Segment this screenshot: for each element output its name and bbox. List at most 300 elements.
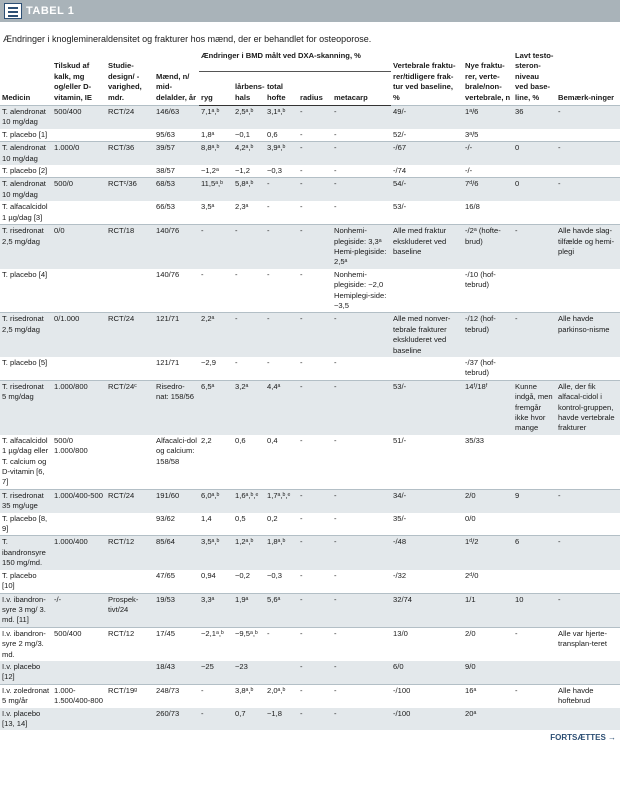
table-cell: -/-: [52, 593, 106, 627]
table-cell: -: [300, 269, 303, 279]
table-cell: 1.000/400: [52, 536, 106, 570]
table-cell: T. alendronat 10 mg/dag: [0, 142, 52, 165]
table-cell: 248/73: [154, 684, 199, 707]
table-cell: -: [267, 269, 270, 279]
table-cell: -: [235, 357, 238, 367]
table-cell: [106, 129, 154, 142]
table-row: [0, 570, 620, 593]
table-cell: 6/0: [393, 661, 404, 671]
table-cell: 36: [513, 106, 556, 129]
table-cell: T. risedronat 2,5 mg/dag: [0, 313, 52, 357]
table-cell: 66/53: [156, 202, 176, 212]
table-cell: -: [265, 627, 298, 661]
table-cell: -: [298, 225, 332, 269]
table-cell: T. placebo [2]: [2, 166, 48, 176]
table-cell: 3ᵃ/5: [465, 129, 479, 139]
table-cell: I.v. placebo [12]: [2, 661, 41, 682]
table-cell: T. placebo [8, 9]: [2, 513, 48, 534]
table-cell: 1.000-1.500/400-800: [52, 684, 106, 707]
table-cell: I.v. ibandron-syre 3 mg/ 3. md. [11]: [0, 593, 52, 627]
table-cell: T. placebo [1]: [2, 129, 48, 139]
table-cell: Nonhemi-plegiside: −2,0 Hemiplegi-side: −3,5: [334, 269, 387, 310]
table-cell: -/12 (hof-tebrud): [463, 313, 513, 357]
table-cell: [513, 570, 556, 593]
col-vertebrale: Vertebrale fraktu-rer/tidligere frak-tur ved baseline, %: [393, 61, 456, 102]
table-cell: -: [300, 435, 303, 445]
table-cell: 47/65: [156, 570, 176, 580]
table-cell: 39/57: [154, 142, 199, 165]
table-cell: -/37 (hof-tebrud): [465, 357, 496, 378]
table-cell: 49/-: [391, 106, 463, 129]
table-cell: [556, 570, 620, 593]
col-metacarp: metacarp: [332, 71, 391, 106]
table-cell: 0: [513, 142, 556, 165]
table-cell: -: [265, 225, 298, 269]
table-cell: 2,2: [201, 435, 212, 445]
col-bmd-group: Ændringer i BMD målt ved DXA-skanning, %: [199, 48, 391, 71]
table-cell: -: [298, 106, 332, 129]
table-cell: 54/-: [391, 178, 463, 201]
table-cell: [513, 661, 556, 684]
table-cell: -: [556, 106, 620, 129]
table-cell: [556, 708, 620, 731]
table-cell: [513, 129, 556, 142]
table-cell: 19/53: [154, 593, 199, 627]
table-cell: -/100: [393, 708, 411, 718]
table-cell: -: [334, 357, 337, 367]
table-cell: 3,9ᵃ,ᵇ: [265, 142, 298, 165]
table-row: [0, 684, 620, 707]
table-cell: -: [265, 178, 298, 201]
table-cell: -: [332, 142, 391, 165]
table-cell: [513, 165, 556, 178]
table-cell: -: [298, 627, 332, 661]
table-cell: -: [300, 708, 303, 718]
table-cell: 2/0: [463, 489, 513, 512]
table-cell: -/32: [393, 570, 407, 580]
table-cell: −23: [235, 661, 248, 671]
table-cell: 18/43: [156, 661, 176, 671]
table-title: TABEL 1: [26, 5, 75, 17]
col-nye-frakturer: Nye fraktu-rer, verte-brale/non-vertebrale, n: [465, 61, 511, 102]
table-cell: 191/60: [154, 489, 199, 512]
table-cell: 32/74: [391, 593, 463, 627]
table-cell: T. placebo [5]: [2, 357, 48, 367]
table-cell: 3,8ᵃ,ᵇ: [233, 684, 265, 707]
table-cell: RCT/24: [106, 313, 154, 357]
table-cell: 121/71: [156, 357, 180, 367]
table-cell: 16/8: [465, 202, 480, 212]
table-cell: [106, 570, 154, 593]
table-cell: 1,6ᵃ,ᵇ,ᵉ: [233, 489, 265, 512]
table-row: [0, 536, 620, 570]
table-cell: -: [332, 380, 391, 435]
table-cell: 0,5: [235, 513, 246, 523]
col-tilskud: Tilskud af kalk, mg og/eller D-vitamin, IE: [54, 61, 92, 102]
table-cell: Nonhemi-plegiside: 3,3ᵃ Hemi-plegiside: 2,5ᵃ: [332, 225, 391, 269]
table-cell: 17/45: [154, 627, 199, 661]
table-cell: -: [298, 178, 332, 201]
table-cell: Alle havde parkinso-nisme: [556, 313, 620, 357]
table-cell: [52, 129, 106, 142]
table-cell: 1,8ᵃ,ᵇ: [265, 536, 298, 570]
table-row: [0, 313, 620, 357]
table-cell: 0,4: [267, 435, 278, 445]
table-cell: 34/-: [391, 489, 463, 512]
table-cell: [52, 708, 106, 731]
table-cell: -: [332, 106, 391, 129]
table-cell: −2,1ᵃ,ᵇ: [199, 627, 233, 661]
table-cell: −0,3: [267, 570, 282, 580]
table-cell: -: [298, 536, 332, 570]
table-cell: T. alfacalcidol 1 µg/dag [3]: [2, 202, 48, 222]
table-cell: -: [332, 489, 391, 512]
col-ryg: ryg: [199, 71, 233, 106]
table-cell: -: [332, 684, 391, 707]
table-cell: [556, 435, 620, 490]
table-row: [0, 357, 620, 380]
table-cell: Prospek-tivt/24: [106, 593, 154, 627]
table-cell: [556, 129, 620, 142]
table-cell: 1.000/400-500: [52, 489, 106, 512]
table-cell: [556, 165, 620, 178]
table-cell: [513, 513, 556, 536]
table-cell: -: [513, 313, 556, 357]
table-cell: T. risedronat 35 mg/uge: [0, 489, 52, 512]
table-cell: I.v. placebo [13, 14]: [2, 708, 41, 728]
table-cell: Alle, der fik alfacal-cidol i kontrol-gruppen, havde vertebrale frakturer: [556, 380, 620, 435]
table-cell: −0,1: [235, 129, 250, 139]
table-cell: −9,5ᵃ,ᵇ: [233, 627, 265, 661]
table-cell: -: [556, 489, 620, 512]
table-cell: -: [332, 627, 391, 661]
table-cell: 0,2: [267, 513, 278, 523]
table-cell: 13/0: [391, 627, 463, 661]
table-cell: 10: [513, 593, 556, 627]
col-radius: radius: [298, 71, 332, 106]
table-cell: Alle med nonver-tebrale frakturer ekskluderet ved baseline: [391, 313, 463, 357]
table-cell: -: [199, 684, 233, 707]
table-cell: -/67: [391, 142, 463, 165]
table-cell: [513, 435, 556, 490]
table-cell: 0: [513, 178, 556, 201]
table-cell: Alle havde slag-tilfælde og hemi-plegi: [556, 225, 620, 269]
table-cell: [513, 357, 556, 380]
table-row: [0, 627, 620, 661]
table-cell: 1ᵈ/2: [463, 536, 513, 570]
table-cell: [52, 661, 106, 684]
table-cell: -: [298, 380, 332, 435]
table-cell: 3,2ᵃ: [233, 380, 265, 435]
table-cell: 0,6: [267, 129, 278, 139]
table-cell: -/74: [393, 166, 407, 176]
table-cell: −1,2ᵃ: [201, 166, 219, 176]
table-cell: 121/71: [154, 313, 199, 357]
table-cell: 500/400: [52, 627, 106, 661]
table-cell: −1,2: [235, 166, 250, 176]
table-cell: -: [332, 178, 391, 201]
table-cell: −0,2: [235, 570, 250, 580]
table-cell: [106, 513, 154, 536]
table-cell: 0/0: [465, 513, 476, 523]
table-cell: RCT/12: [106, 536, 154, 570]
table-cell: 38/57: [156, 166, 176, 176]
table-cell: 11,5ᵃ,ᵇ: [199, 178, 233, 201]
table-cell: [106, 269, 154, 313]
table-cell: -: [233, 313, 265, 357]
table-cell: 35/-: [393, 513, 407, 523]
table-cell: -: [513, 225, 556, 269]
table-cell: -: [233, 225, 265, 269]
table-cell: 1.000/800: [52, 380, 106, 435]
table-cell: -/100: [391, 684, 463, 707]
table-cell: [513, 201, 556, 224]
table-cell: 95/63: [156, 129, 176, 139]
table-row: [0, 380, 620, 435]
table-cell: -: [201, 269, 204, 279]
table-icon: [4, 3, 22, 19]
table-cell: RCT/12: [106, 627, 154, 661]
table-cell: RCT/36: [106, 142, 154, 165]
table-row: [0, 225, 620, 269]
table-cell: 2/0: [463, 627, 513, 661]
table-cell: -: [556, 178, 620, 201]
table-row: [0, 165, 620, 178]
table-cell: 146/63: [154, 106, 199, 129]
table-cell: 4,4ᵃ: [265, 380, 298, 435]
table-cell: 35/33: [465, 435, 485, 445]
table-cell: 2,2ᵃ: [199, 313, 233, 357]
table-row: [0, 708, 620, 731]
table-cell: -/10 (hof-tebrud): [465, 269, 496, 290]
continue-label[interactable]: FORTSÆTTES →: [550, 733, 616, 743]
table-cell: Risedro-nat: 158/56: [154, 380, 199, 435]
table-row: [0, 513, 620, 536]
table-cell: 5,6ᵃ: [265, 593, 298, 627]
table-cell: 1ᵃ/6: [463, 106, 513, 129]
table-cell: -: [300, 661, 303, 671]
table-cell: 4,2ᵃ,ᵇ: [233, 142, 265, 165]
table-row: [0, 129, 620, 142]
table-cell: -: [300, 129, 303, 139]
table-cell: 1.000/0: [52, 142, 106, 165]
table-cell: 14ᶠ/18ᶠ: [463, 380, 513, 435]
table-cell: -: [199, 225, 233, 269]
table-cell: 2ᵈ/0: [465, 570, 479, 580]
table-cell: [52, 570, 106, 593]
table-cell: -: [300, 570, 303, 580]
table-cell: Alle havde hoftebrud: [556, 684, 620, 707]
table-cell: 260/73: [156, 708, 180, 718]
table-cell: 3,5ᵃ,ᵇ: [199, 536, 233, 570]
table-cell: I.v. ibandron-syre 2 mg/3. md.: [0, 627, 52, 661]
table-cell: -: [300, 513, 303, 523]
table-cell: RCTᶜ/36: [106, 178, 154, 201]
table-cell: -: [556, 593, 620, 627]
table-cell: [52, 269, 106, 313]
table-cell: 1/1: [463, 593, 513, 627]
table-cell: -: [267, 357, 270, 367]
table-cell: [556, 661, 620, 684]
table-cell: 6,0ᵃ,ᵇ: [199, 489, 233, 512]
table-cell: 68/53: [154, 178, 199, 201]
table-cell: 7ᵈ/6: [463, 178, 513, 201]
table-cell: 53/-: [393, 202, 407, 212]
table-row: [0, 435, 620, 490]
table-cell: -: [513, 627, 556, 661]
table-cell: -: [332, 313, 391, 357]
table-cell: 7,1ᵃ,ᵇ: [199, 106, 233, 129]
table-cell: 140/76: [156, 269, 180, 279]
table-cell: 85/64: [154, 536, 199, 570]
table-cell: -: [332, 536, 391, 570]
table-cell: -: [298, 489, 332, 512]
table-cell: T. alendronat 10 mg/dag: [0, 106, 52, 129]
table-cell: RCT/24ᶜ: [106, 380, 154, 435]
table-cell: I.v. zoledronat 5 mg/år: [0, 684, 52, 707]
table-cell: [52, 165, 106, 178]
table-cell: 500/0 1.000/800: [54, 435, 88, 456]
table-cell: 2,5ᵃ,ᵇ: [233, 106, 265, 129]
table-cell: −0,3: [267, 166, 282, 176]
table-row: [0, 201, 620, 224]
table-cell: T. ibandronsyre 150 mg/md.: [0, 536, 52, 570]
table-cell: [106, 661, 154, 684]
table-cell: Alle var hjerte-transplan-teret: [556, 627, 620, 661]
table-cell: -: [332, 593, 391, 627]
table-cell: −25: [201, 661, 214, 671]
table-cell: -: [334, 661, 337, 671]
table-cell: -/2ᵃ (hofte-brud): [463, 225, 513, 269]
table-cell: T. placebo [10]: [2, 570, 37, 591]
table-cell: 3,5ᵃ: [201, 202, 215, 212]
table-cell: -: [300, 166, 303, 176]
table-cell: [52, 513, 106, 536]
table-cell: [513, 269, 556, 313]
table-cell: 1,7ᵃ,ᵇ,ᵉ: [265, 489, 298, 512]
table-cell: [265, 661, 298, 684]
table-cell: -: [235, 269, 238, 279]
table-cell: -: [300, 357, 303, 367]
table-cell: 9: [513, 489, 556, 512]
table-cell: 500/0: [52, 178, 106, 201]
table-cell: 0,7: [235, 708, 246, 718]
table-cell: -: [334, 570, 337, 580]
table-cell: -: [298, 684, 332, 707]
table-cell: -/-: [465, 166, 473, 176]
table-cell: 52/-: [393, 129, 407, 139]
table-cell: 140/76: [154, 225, 199, 269]
table-cell: 8,8ᵃ,ᵇ: [199, 142, 233, 165]
col-medicin: Medicin: [2, 92, 31, 102]
table-cell: 0,6: [235, 435, 246, 445]
table-cell: 0/1.000: [52, 313, 106, 357]
table-cell: 2,3ᵃ: [235, 202, 249, 212]
table-cell: 3,3ᵃ: [199, 593, 233, 627]
table-cell: 1,8ᵃ: [201, 129, 215, 139]
table-cell: -/48: [391, 536, 463, 570]
table-cell: [391, 357, 463, 380]
table-caption: Ændringer i knoglemineraldensitet og frakturer hos mænd, der er behandlet for osteoporose.: [3, 34, 372, 44]
table-row: [0, 142, 620, 165]
col-bemaerkninger: Bemærk-ninger: [558, 92, 615, 102]
table-cell: -: [334, 166, 337, 176]
table-cell: 2,0ᵃ,ᵇ: [265, 684, 298, 707]
table-cell: -: [298, 593, 332, 627]
table-cell: -: [298, 142, 332, 165]
table-cell: T. risedronat 5 mg/dag: [0, 380, 52, 435]
table-cell: Alfacalci-dol og calcium: 158/58: [156, 435, 197, 466]
table-cell: -: [556, 536, 620, 570]
col-maend: Mænd, n/ mid-delalder, år: [156, 71, 197, 102]
table-cell: [106, 201, 154, 224]
table-cell: 20ᵃ: [465, 708, 477, 718]
table-cell: Alle med fraktur ekskluderet ved baseline: [391, 225, 463, 269]
table-cell: Kunne indgå, men fremgår ikke hvor mange: [513, 380, 556, 435]
table-row: [0, 593, 620, 627]
table-cell: [556, 269, 620, 313]
table-cell: 5,8ᵃ,ᵇ: [233, 178, 265, 201]
table-cell: [52, 201, 106, 224]
data-table: [0, 48, 620, 730]
table-cell: T. placebo [4]: [2, 269, 48, 279]
table-cell: −2,9: [201, 357, 216, 367]
col-total-hofte: total hofte: [265, 71, 298, 106]
table-cell: 1,9ᵃ: [233, 593, 265, 627]
table-cell: -: [513, 684, 556, 707]
table-cell: -: [298, 313, 332, 357]
table-cell: 16ᵃ: [463, 684, 513, 707]
table-row: [0, 106, 620, 129]
col-laarbenshals: lårbens-hals: [233, 71, 265, 106]
table-cell: RCT/24: [106, 489, 154, 512]
table-cell: -: [334, 202, 337, 212]
table-cell: -: [201, 708, 204, 718]
table-row: [0, 661, 620, 684]
table-cell: [106, 708, 154, 731]
table-cell: T. risedronat 2,5 mg/dag: [0, 225, 52, 269]
table-cell: T. alfacalcidol 1 µg/dag eller T. calcium og D-vitamin [6, 7]: [2, 435, 49, 487]
col-testosteron: Lavt testo-steron-niveau ved base-line, %: [515, 51, 554, 102]
table-row: [0, 178, 620, 201]
table-cell: 1,2ᵃ,ᵇ: [233, 536, 265, 570]
table-cell: [106, 357, 154, 380]
table-cell: RCT/24: [106, 106, 154, 129]
table-cell: [52, 357, 106, 380]
table-cell: -: [334, 513, 337, 523]
table-cell: RCT/19ᵍ: [106, 684, 154, 707]
table-cell: 0/0: [52, 225, 106, 269]
table-cell: -: [267, 202, 270, 212]
table-row: [0, 269, 620, 313]
table-body: [0, 106, 620, 731]
table-cell: [513, 708, 556, 731]
table-cell: 6: [513, 536, 556, 570]
table-cell: −1,8: [267, 708, 282, 718]
col-design: Studie-design/ -varighed, mdr.: [108, 61, 142, 102]
table-cell: 9/0: [465, 661, 476, 671]
table-cell: [556, 357, 620, 380]
table-cell: -: [300, 202, 303, 212]
table-cell: 500/400: [52, 106, 106, 129]
table-cell: -: [334, 708, 337, 718]
table-cell: -: [556, 142, 620, 165]
table-cell: T. alendronat 10 mg/dag: [0, 178, 52, 201]
table-cell: 6,5ᵃ: [199, 380, 233, 435]
table-cell: -: [265, 313, 298, 357]
table-cell: [556, 201, 620, 224]
table-cell: 3,1ᵃ,ᵇ: [265, 106, 298, 129]
